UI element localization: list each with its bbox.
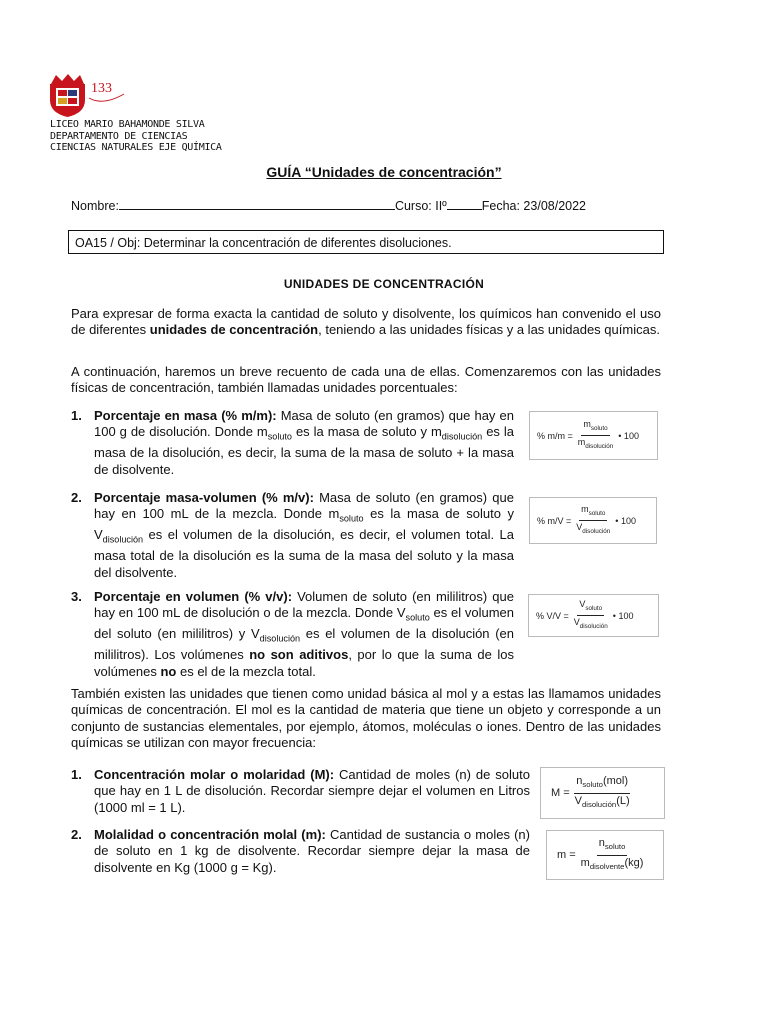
school-header: [50, 119, 222, 154]
nombre-field[interactable]: [119, 199, 395, 210]
student-form: [71, 199, 586, 213]
nombre-label: Nombre:: [71, 199, 119, 213]
subject: CIENCIAS NATURALES EJE QUÍMICA: [50, 142, 222, 153]
department: DEPARTAMENTO DE CIENCIAS: [50, 130, 188, 142]
school-name: LICEO MARIO BAHAMONDE SILVA: [50, 119, 205, 130]
intro-paragraph-2: A continuación, haremos un breve recuento de cada una de ellas. Comenzaremos con las unidades físicas de concentración, también llamadas unidades porcentuales:: [71, 364, 661, 396]
curso-field[interactable]: [447, 199, 482, 210]
curso-label: Curso: IIº: [394, 199, 447, 213]
formula-mass-volume-percent: % m/V = $\frac{m_{soluto}}{V_{disolución}}$ • 100: [529, 497, 657, 544]
objective-box: [68, 230, 664, 254]
school-logo: [48, 72, 126, 118]
fecha-label: Fecha: 23/08/2022: [481, 199, 586, 213]
section-title: UNIDADES DE CONCENTRACIÓN: [283, 277, 485, 291]
formula-mass-percent: % m/m = $\frac{m_{soluto}}{m_{disolución}}$ • 100: [529, 411, 658, 460]
formula-molality: m = $\frac{n_{soluto}}{m_{disolvente}(kg)}$: [546, 830, 664, 880]
logo-number: 133: [91, 81, 112, 96]
title-prefix: GUÍA: [266, 164, 301, 180]
formula-molarity: M = $\frac{n_{soluto}(mol)}{V_{disolución}(L)}$: [540, 767, 665, 819]
page-title: [0, 164, 768, 180]
intro-paragraph-1: Para expresar de forma exacta la cantidad de soluto y disolvente, los químicos han convenido el uso de diferentes unidades de concentración, teniendo a las unidades físicas y a las unidades químicas.: [71, 306, 661, 338]
chemical-units-paragraph: También existen las unidades que tienen como unidad básica al mol y a estas las llamamos unidades químicas de concentración. El mol es la cantidad de materia que tiene un objeto y corresponde a un conjunto de sustancias elementales, por ejemplo, átomos, moléculas o iones. Dentro de las unidades químicas se utilizan con mayor frecuencia:: [71, 686, 661, 751]
objective-text: OA15 / Obj: Determinar la concentración de diferentes disoluciones.: [75, 236, 452, 250]
title-text: “Unidades de concentración”: [300, 164, 502, 180]
formula-volume-percent: % V/V = $\frac{V_{soluto}}{V_{disolución}}$ • 100: [528, 594, 659, 637]
